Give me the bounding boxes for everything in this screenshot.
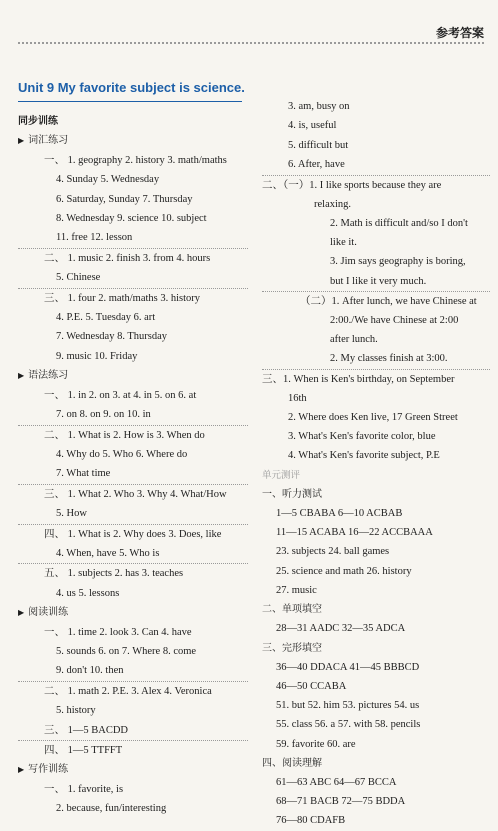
header-divider [18, 42, 484, 44]
left-column [18, 112, 248, 819]
answer-line: 二、 1. math 2. P.E. 3. Alex 4. Veronica [44, 685, 212, 697]
answer-line: 5. history [56, 705, 96, 717]
answer-line: 8. Wednesday 9. science 10. subject [56, 213, 207, 225]
right-column [262, 97, 490, 831]
answer-line: 五、 1. subjects 2. has 3. teaches [44, 568, 184, 580]
writing-section-heading: ▶ 写作训练 [18, 764, 69, 776]
answer-line: 4. What's Ken's favorite subject, P.E [288, 450, 440, 462]
unit-title-underline [18, 101, 242, 102]
answer-line: 一、 1. in 2. on 3. at 4. in 5. on 6. at [44, 389, 197, 401]
unit-title: Unit 9 My favorite subject is science. [18, 80, 245, 95]
answer-line: 59. favorite 60. are [276, 738, 356, 750]
header-label: 参考答案 [435, 26, 484, 40]
answer-line: 23. subjects 24. ball games [276, 546, 390, 558]
answer-line: like it. [330, 237, 357, 249]
answer-line: 二、 1. What is 2. How is 3. When do [44, 429, 205, 441]
single-choice-heading: 二、单项填空 [262, 604, 322, 616]
answer-line: 36—40 DDACA 41—45 BBBCD [276, 661, 420, 673]
answer-line: 三、 1. What 2. Who 3. Why 4. What/How [44, 488, 227, 500]
reading-comprehension-heading: 四、阅读理解 [262, 757, 322, 769]
answer-line: after lunch. [330, 334, 378, 346]
answer-line: 7. Wednesday 8. Thursday [56, 331, 168, 343]
answer-line: 51. but 52. him 53. pictures 54. us [276, 700, 420, 712]
answer-line: 4. us 5. lessons [56, 587, 120, 599]
answer-line: but I like it very much. [330, 275, 427, 287]
triangle-bullet-icon: ▶ [18, 765, 25, 775]
answer-line: 三、1. When is Ken's birthday, on September [262, 373, 455, 385]
answer-line: 4. Sunday 5. Wednesday [56, 174, 160, 186]
answer-line: 55. class 56. a 57. with 58. pencils [276, 719, 421, 731]
grammar-section-heading: ▶ 语法练习 [18, 370, 69, 382]
answer-line: 3. What's Ken's favorite color, blue [288, 431, 436, 443]
answer-line: 9. don't 10. then [56, 665, 124, 677]
unit-test-heading: 单元测评 [262, 469, 301, 481]
answer-line: 28—31 AADC 32—35 ADCA [276, 623, 406, 635]
answer-line: 46—50 CCABA [276, 680, 347, 692]
answer-line: 一、 1. geography 2. history 3. math/maths [44, 154, 227, 166]
answer-line: 9. music 10. Friday [56, 350, 138, 362]
answer-line: 一、 1. favorite, is [44, 783, 124, 795]
reading-section-heading: ▶ 阅读训练 [18, 607, 69, 619]
answer-line: 16th [288, 392, 307, 404]
triangle-bullet-icon: ▶ [18, 608, 25, 618]
answer-line: 4. Why do 5. Who 6. Where do [56, 448, 188, 460]
answer-line: 76—80 CDAFB [276, 815, 346, 827]
triangle-bullet-icon: ▶ [18, 371, 25, 381]
answer-line: 2. Math is difficult and/so I don't [330, 218, 468, 230]
answer-line: 11—15 ACABA 16—22 ACCBAAA [276, 527, 433, 539]
answer-line: 5. Chinese [56, 272, 101, 284]
answer-line: 27. music [276, 584, 317, 596]
answer-line: 4. is, useful [288, 120, 337, 132]
answer-line: 6. Saturday, Sunday 7. Thursday [56, 193, 193, 205]
cloze-heading: 三、完形填空 [262, 642, 322, 654]
answer-line: 5. difficult but [288, 139, 349, 151]
answer-line: 25. science and math 26. history [276, 565, 412, 577]
answer-line: 四、 1. What is 2. Why does 3. Does, like [44, 528, 222, 540]
answer-line: 6. After, have [288, 159, 345, 171]
answer-line: （二）1. After lunch, we have Chinese at [300, 295, 477, 307]
answer-line: 二、 1. music 2. finish 3. from 4. hours [44, 252, 211, 264]
answer-line: relaxing. [314, 198, 352, 210]
listening-heading: 一、听力测试 [262, 488, 322, 500]
answer-line: 四、 1—5 TTFFT [44, 745, 123, 756]
answer-line: 1—5 CBABA 6—10 ACBAB [276, 508, 403, 520]
triangle-bullet-icon: ▶ [18, 136, 25, 146]
answer-line: 2. My classes finish at 3:00. [330, 353, 448, 365]
answer-line: 7. What time [56, 468, 111, 480]
vocab-section-heading: ▶ 词汇练习 [18, 135, 69, 147]
answer-line: 二、（一）1. I like sports because they are [262, 179, 442, 191]
answer-line: 11. free 12. lesson [56, 232, 133, 244]
answer-line: 61—63 ABC 64—67 BCCA [276, 776, 397, 788]
answer-line: 4. When, have 5. Who is [56, 547, 160, 559]
answer-line: 3. Jim says geography is boring, [330, 256, 466, 268]
sync-training-heading: 同步训练 [18, 116, 58, 127]
answer-line: 68—71 BACB 72—75 BDDA [276, 796, 406, 808]
answer-line: 5. How [56, 508, 87, 520]
answer-line: 一、 1. time 2. look 3. Can 4. have [44, 626, 192, 638]
answer-line: 4. P.E. 5. Tuesday 6. art [56, 312, 156, 324]
answer-line: 5. sounds 6. on 7. Where 8. come [56, 645, 197, 657]
answer-line: 2. because, fun/interesting [56, 803, 167, 815]
answer-line: 2. Where does Ken live, 17 Green Street [288, 412, 458, 424]
answer-line: 三、 1—5 BACDD [44, 724, 129, 736]
answer-line: 三、 1. four 2. math/maths 3. history [44, 292, 201, 304]
answer-line: 3. am, busy on [288, 101, 350, 112]
answer-line: 2:00./We have Chinese at 2:00 [330, 315, 459, 327]
answer-line: 7. on 8. on 9. on 10. in [56, 409, 151, 421]
